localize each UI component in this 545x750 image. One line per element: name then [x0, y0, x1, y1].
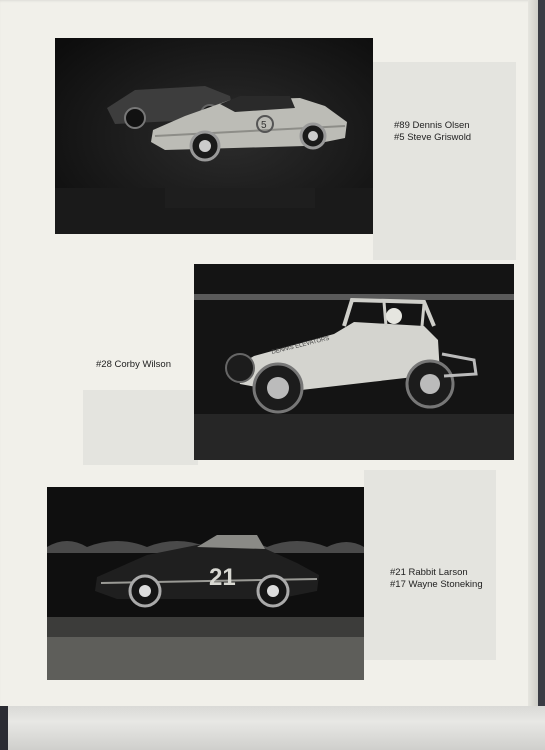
driver-caption: #21 Rabbit Larson	[390, 567, 468, 578]
race-photo-1	[55, 38, 373, 234]
show-through-panel	[83, 390, 198, 465]
driver-caption: #28 Corby Wilson	[96, 359, 171, 370]
scanner-background	[0, 706, 545, 750]
race-photo-2	[194, 264, 514, 460]
car-number-5: 5	[261, 120, 267, 131]
car-number-21: 21	[209, 564, 236, 591]
caption-photo-2	[96, 359, 171, 371]
caption-photo-3	[390, 567, 483, 591]
late-model-photo	[47, 487, 364, 680]
driver-caption: #5 Steve Griswold	[394, 132, 472, 143]
show-through-panel	[364, 470, 496, 660]
scanner-edge	[0, 706, 8, 750]
race-photo-3	[47, 487, 364, 680]
car-side-lettering: DENNIS ELEVATORS	[271, 335, 331, 356]
page-edge	[528, 0, 538, 712]
sprint-car-photo	[194, 264, 514, 460]
caption-photo-1	[394, 120, 471, 144]
driver-caption: #89 Dennis Olsen	[394, 120, 470, 131]
stock-cars-photo	[55, 38, 373, 234]
show-through-panel	[373, 62, 516, 260]
driver-caption: #17 Wayne Stoneking	[390, 579, 483, 590]
